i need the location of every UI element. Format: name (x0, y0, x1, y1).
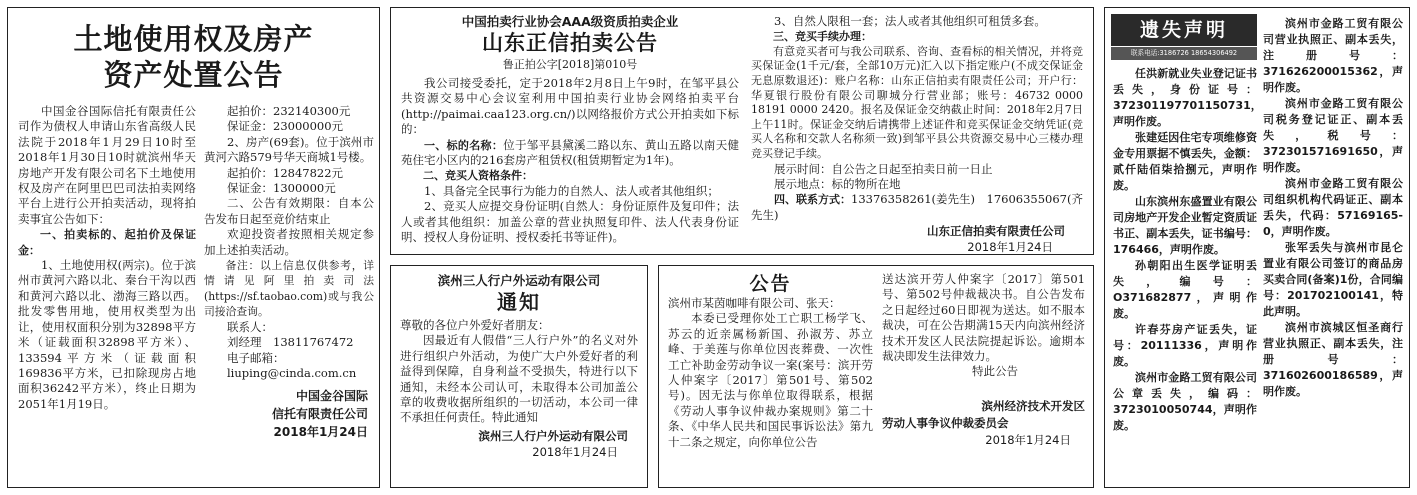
notice5-title: 遗失声明 (1139, 19, 1228, 41)
notice2-item1: 位于邹平县黛溪二路以东、黄山五路以南天健苑住宅小区内的216套房产租赁权(租赁期暂定为1年)。 (401, 137, 740, 168)
notice2-date: 2018年1月24日 (967, 240, 1053, 255)
notice4-column-right (882, 272, 1085, 487)
notice3-greeting: 尊敬的各位户外爱好者朋友： (400, 318, 550, 332)
notice2-kicker: 中国拍卖行业协会AAA级资质拍卖企业 (461, 14, 679, 29)
notice5-item-left-2: 张建廷因住宅专项维修资金专用票据不慎丢失，金额：贰仟陆佰柒拾捌元，声明作废。 (1113, 131, 1257, 192)
notice2-code: 鲁正拍公字[2018]第010号 (502, 58, 638, 71)
notice5-item-right-4: 张军丢失与滨州市昆仑置业有限公司签订的商品房买卖合同(备案)1份，合同编号：201702100141，特此声明。 (1263, 241, 1403, 318)
notice1-email-label: 电子邮箱： (227, 350, 285, 365)
notice5-column-left (1113, 66, 1262, 487)
notice1-section1-heading: 一、拍卖标的、起拍价及保证金： (18, 228, 196, 257)
notice4-signature-1: 滨州经济技术开发区 (981, 398, 1085, 413)
notice1-date: 2018年1月24日 (273, 425, 368, 440)
notice1-column-left (18, 104, 196, 479)
notice1-title-line2: 资产处置公告 (103, 58, 284, 92)
notice1-title-line1: 土地使用权及房产 (73, 22, 314, 56)
notice5-column-right (1263, 16, 1403, 487)
notice4-signature-2: 劳动人事争议仲裁委员会 (882, 415, 1009, 430)
land-auction-notice (7, 7, 380, 488)
notice1-land-lots: 1、土地使用权(两宗)。位于滨州市黄河六路以北、秦台干沟以西和黄河六路以北、渤海三路以西。批发零售用地，使用权类型为出让，使用权面积分别为32898平方米（证载面积32898平方米）、133594平方米（证载面积169836平方米，已扣除现房占地面积36242平方米），终止日期为2051年1月19日。 (18, 258, 196, 411)
notice1-signature-2: 信托有限责任公司 (271, 407, 368, 422)
notice2-show-place: 展示地点：标的物所在地 (774, 176, 901, 191)
notice2-item4: 13376358261(姜先生) 17606355067(齐先生) (751, 192, 1083, 222)
notice5-item-right-1: 滨州市金路工贸有限公司营业执照正、副本丢失，注册号：371626200015362，声明作废。 (1263, 17, 1403, 94)
notice1-intro: 中国金谷国际信托有限责任公司作为债权人申请山东省高级人民法院于2018年1月29日10时至2018年1月30日10时就滨州华天房地产开发有限公司名下土地使用权及房产在阿里巴巴司法拍卖网络平台上进行公开拍卖活动，现将拍卖事宜公告如下： (18, 104, 196, 226)
outdoor-club-notice (390, 265, 648, 488)
notice5-contact: 联系电话:3186726 18654306492 (1111, 47, 1257, 60)
notice1-land-start-price: 起拍价：232140300元 (227, 104, 351, 118)
notice2-column-left (401, 14, 739, 254)
notice3-org: 滨州三人行户外运动有限公司 (437, 273, 601, 288)
notice4-column-left (668, 272, 873, 487)
notice1-signature-1: 中国金谷国际 (295, 389, 368, 404)
notice2-item3: 有意竞买者可与我公司联系、咨询、查看标的相关情况，并将竞买保证金(1千元/套，全部10万元)汇入以下指定账户(不成交保证金无息原数退还)：账户名称：山东正信拍卖有限责任公司；开户行：华夏银行股份有限公司聊城分行营业部；账号：46732 0000 18191 0000 2420。报名及保证金交纳截止时间：2018年2月7日上午11时。保证金交纳后请携带上述证件和竞买保证金交纳凭证(竞买人名称和交款人名称须一致)到邹平县公共资源交易中心三楼办理竞买登记手续。 (751, 44, 1083, 160)
notice2-column-right (751, 14, 1083, 254)
notice5-item-left-4: 孙朝阳出生医学证明丢失，编号：O371682877，声明作废。 (1113, 259, 1257, 320)
notice3-body: 因最近有人假借“三人行户外”的名义对外进行组织户外活动，为使广大户外爱好者的利益得到保障，自身利益不受损失，特进行以下通知，未经本公司认可，未取得本公司加盖公章的收费收据所组织的一切活动，本公司一律不承担任何责任。特此通知 (400, 333, 638, 425)
notice2-item2-3: 3、自然人限租一套；法人或者其他组织可租赁多套。 (774, 14, 1046, 28)
notice5-item-right-5: 滨州市滨城区恒圣商行营业执照正、副本丢失，注册号：371602600186589，声明作废。 (1263, 321, 1403, 398)
notice3-date: 2018年1月24日 (532, 444, 618, 459)
notice2-show-time: 展示时间：自公告之日起至拍卖日前一日止 (774, 161, 993, 176)
notice3-signature: 滨州三人行户外运动有限公司 (478, 428, 628, 443)
notice4-body-part1: 本委已受理你处工亡职工杨学飞、苏云的近亲属杨新国、孙淑芳、苏立峰、于美莲与你单位因丧葬费、一次性工亡补助金劳动争议一案(案号：滨开劳人仲案字〔2017〕第501号、第502号)。因无法与你单位取得联系，根据《劳动人事争议仲裁办案规则》第二十条、《中华人民共和国民事诉讼法》第九十二条之规定，向你单位公告 (668, 311, 873, 449)
zhengxin-auction-notice (390, 7, 1094, 255)
notice2-item1-heading: 一、标的名称： (424, 138, 504, 152)
notice3-title: 通知 (497, 290, 541, 314)
notice1-contact-label: 联系人： (227, 319, 273, 334)
notice1-welcome: 欢迎投资者按照相关规定参加上述拍卖活动。 (204, 227, 374, 257)
notice5-header-badge (1111, 14, 1257, 46)
notice2-item4-heading: 四、联系方式： (774, 193, 852, 207)
notice5-item-right-2: 滨州市金路工贸有限公司税务登记证正、副本丢失，税号：372301571691650，声明作废。 (1263, 97, 1403, 174)
notice2-item2-1: 1、具备完全民事行为能力的自然人、法人或者其他组织； (424, 183, 719, 198)
notice4-addressee: 滨州市某茵咖啡有限公司、张天： (668, 296, 841, 310)
notice2-item3-heading: 三、竞买手续办理： (773, 30, 872, 44)
notice1-column-right (204, 104, 374, 479)
notice4-body-part2: 送达滨开劳人仲案字〔2017〕第501号、第502号仲裁裁决书。自公告发布之日起经过60日即视为送达。如不服本裁决，可在公告期满15天内向滨州经济技术开发区人民法院提起诉讼。逾期本裁决即发生法律效力。 (882, 272, 1085, 364)
labor-arbitration-notice (658, 265, 1094, 488)
lost-items-declaration (1104, 7, 1410, 488)
notice2-item2-heading: 二、竞买人资格条件： (423, 169, 533, 183)
notice1-house-start-price: 起拍价：12847822元 (227, 165, 344, 180)
notice5-item-right-3: 滨州市金路工贸有限公司组织机构代码证正、副本丢失，代码：57169165-0，声明作废。 (1263, 177, 1403, 238)
notice1-validity: 二、公告有效期限：自本公告发布日起至竞价结束止 (204, 196, 374, 226)
notice4-closing: 特此公告 (972, 364, 1018, 379)
notice4-date: 2018年1月24日 (985, 432, 1071, 447)
notice1-remark: 备注：以上信息仅供参考，详情请见阿里拍卖司法(https://sf.taobao.com)或与我公司接洽查询。 (204, 259, 374, 319)
notice1-house-deposit: 保证金：1300000元 (227, 181, 336, 196)
notice2-item2-2: 2、竞买人应提交身份证明(自然人：身份证原件及复印件；法人或者其他组织：加盖公章的营业执照复印件、法人代表身份证明、授权人身份证明、授权委托书等证件)。 (401, 199, 739, 245)
notice1-land-deposit: 保证金：23000000元 (227, 119, 344, 134)
notice5-item-left-1: 任洪新就业失业登记证书丢失，身份证号：372301197701150731，声明作废。 (1113, 67, 1262, 128)
notice2-title: 山东正信拍卖公告 (482, 31, 658, 55)
notice5-item-left-5: 许春芬房产证丢失，证号：20111336，声明作废。 (1113, 323, 1257, 368)
notice1-houses: 2、房产(69套)。位于滨州市黄河六路579号华天商城1号楼。 (204, 134, 374, 165)
notice4-title: 公告 (749, 273, 792, 295)
notice5-item-left-6: 滨州市金路工贸有限公司公章丢失，编码：3723010050744，声明作废。 (1113, 371, 1257, 432)
notice1-contact-person: 刘经理 13811767472 (227, 335, 354, 350)
notice2-intro: 我公司接受委托，定于2018年2月8日上午9时，在邹平县公共资源交易中心会议室利用中国拍卖行业协会网络拍卖平台(http://paimai.caa123.org.cn/)以网络报价方式公开拍卖如下标的： (401, 76, 739, 137)
notice1-email: liuping@cinda.com.cn (227, 365, 357, 380)
notice5-item-left-3: 山东滨州东盛置业有限公司房地产开发企业暂定资质证书正、副本丢失，证书编号：176466，声明作废。 (1113, 195, 1257, 256)
notice2-signature: 山东正信拍卖有限责任公司 (927, 224, 1065, 239)
